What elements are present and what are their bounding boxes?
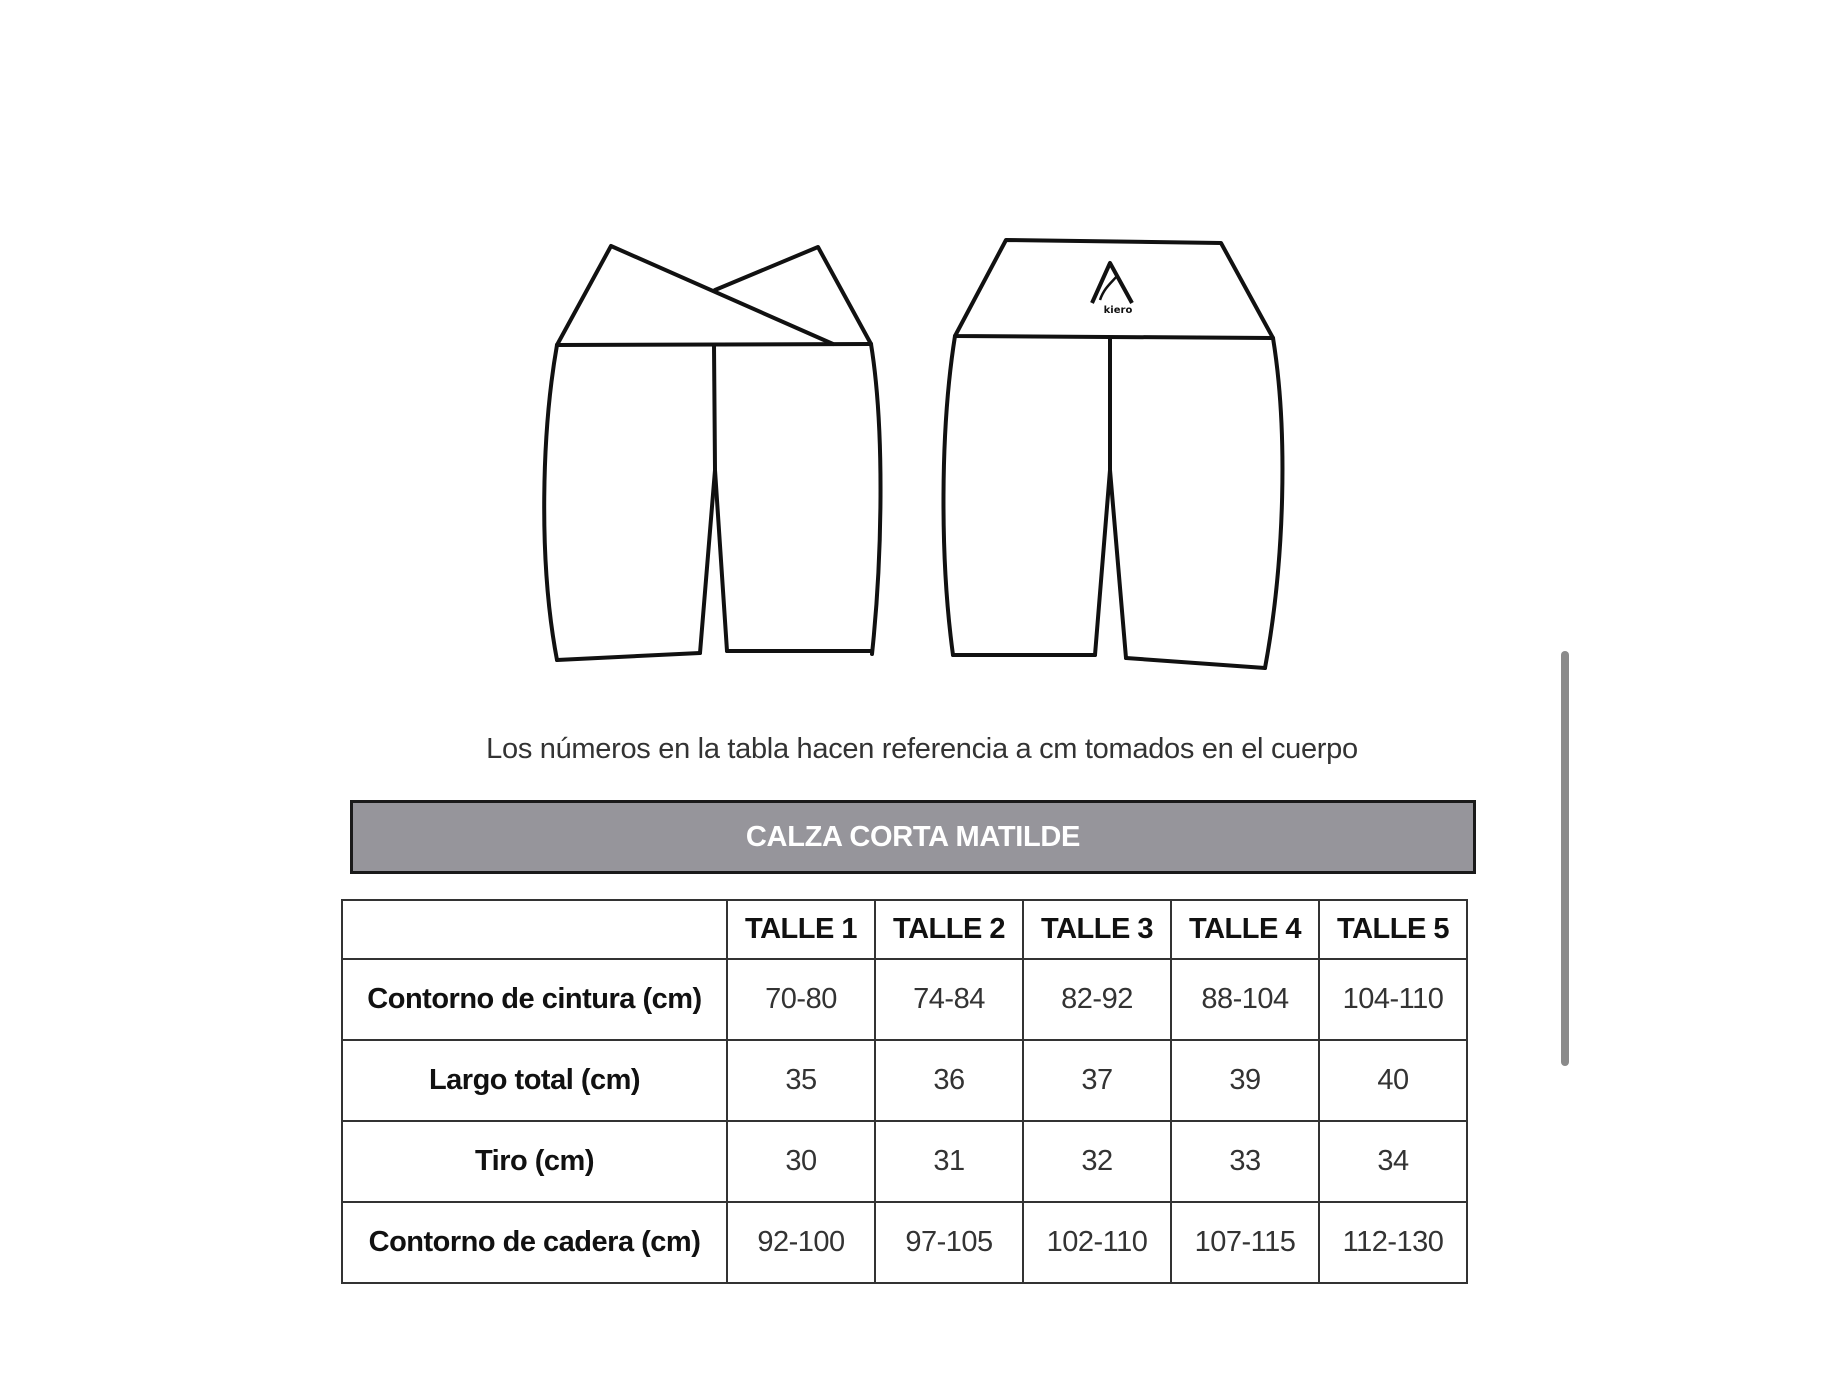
table-row (342, 1040, 1467, 1121)
table-cell: 70-80 (727, 959, 875, 1040)
svg-text:kiero: kiero (1103, 305, 1133, 316)
product-title-banner (350, 800, 1476, 874)
header-cell: TALLE 3 (1023, 900, 1171, 959)
table-cell: 97-105 (875, 1202, 1023, 1283)
table-cell: 74-84 (875, 959, 1023, 1040)
product-title: CALZA CORTA MATILDE (745, 820, 1081, 853)
table-cell: 35 (727, 1040, 875, 1121)
size-chart-table (341, 899, 1468, 1284)
kiero-logo (1092, 263, 1132, 316)
table-cell: 40 (1319, 1040, 1467, 1121)
table-cell: 37 (1023, 1040, 1171, 1121)
header-cell: TALLE 4 (1171, 900, 1319, 959)
table-row (342, 1202, 1467, 1283)
front-shorts-drawing (544, 246, 880, 660)
table-cell: 112-130 (1319, 1202, 1467, 1283)
header-cell: TALLE 5 (1319, 900, 1467, 959)
row-label: Tiro (cm) (342, 1121, 727, 1202)
table-row (342, 959, 1467, 1040)
vertical-scrollbar[interactable] (1561, 651, 1569, 1066)
table-cell: 33 (1171, 1121, 1319, 1202)
header-cell (342, 900, 727, 959)
table-cell: 30 (727, 1121, 875, 1202)
table-cell: 82-92 (1023, 959, 1171, 1040)
header-cell: TALLE 2 (875, 900, 1023, 959)
table-cell: 36 (875, 1040, 1023, 1121)
header-cell: TALLE 1 (727, 900, 875, 959)
table-cell: 107-115 (1171, 1202, 1319, 1283)
table-row (342, 1121, 1467, 1202)
row-label: Contorno de cadera (cm) (342, 1202, 727, 1283)
table-cell: 31 (875, 1121, 1023, 1202)
table-cell: 34 (1319, 1121, 1467, 1202)
row-label: Contorno de cintura (cm) (342, 959, 727, 1040)
table-header-row (342, 900, 1467, 959)
row-label: Largo total (cm) (342, 1040, 727, 1121)
table-cell: 39 (1171, 1040, 1319, 1121)
table-cell: 92-100 (727, 1202, 875, 1283)
table-cell: 32 (1023, 1121, 1171, 1202)
table-cell: 88-104 (1171, 959, 1319, 1040)
table-cell: 102-110 (1023, 1202, 1171, 1283)
table-cell: 104-110 (1319, 959, 1467, 1040)
measurement-note: Los números en la tabla hacen referencia a cm tomados en el cuerpo (486, 733, 1358, 765)
